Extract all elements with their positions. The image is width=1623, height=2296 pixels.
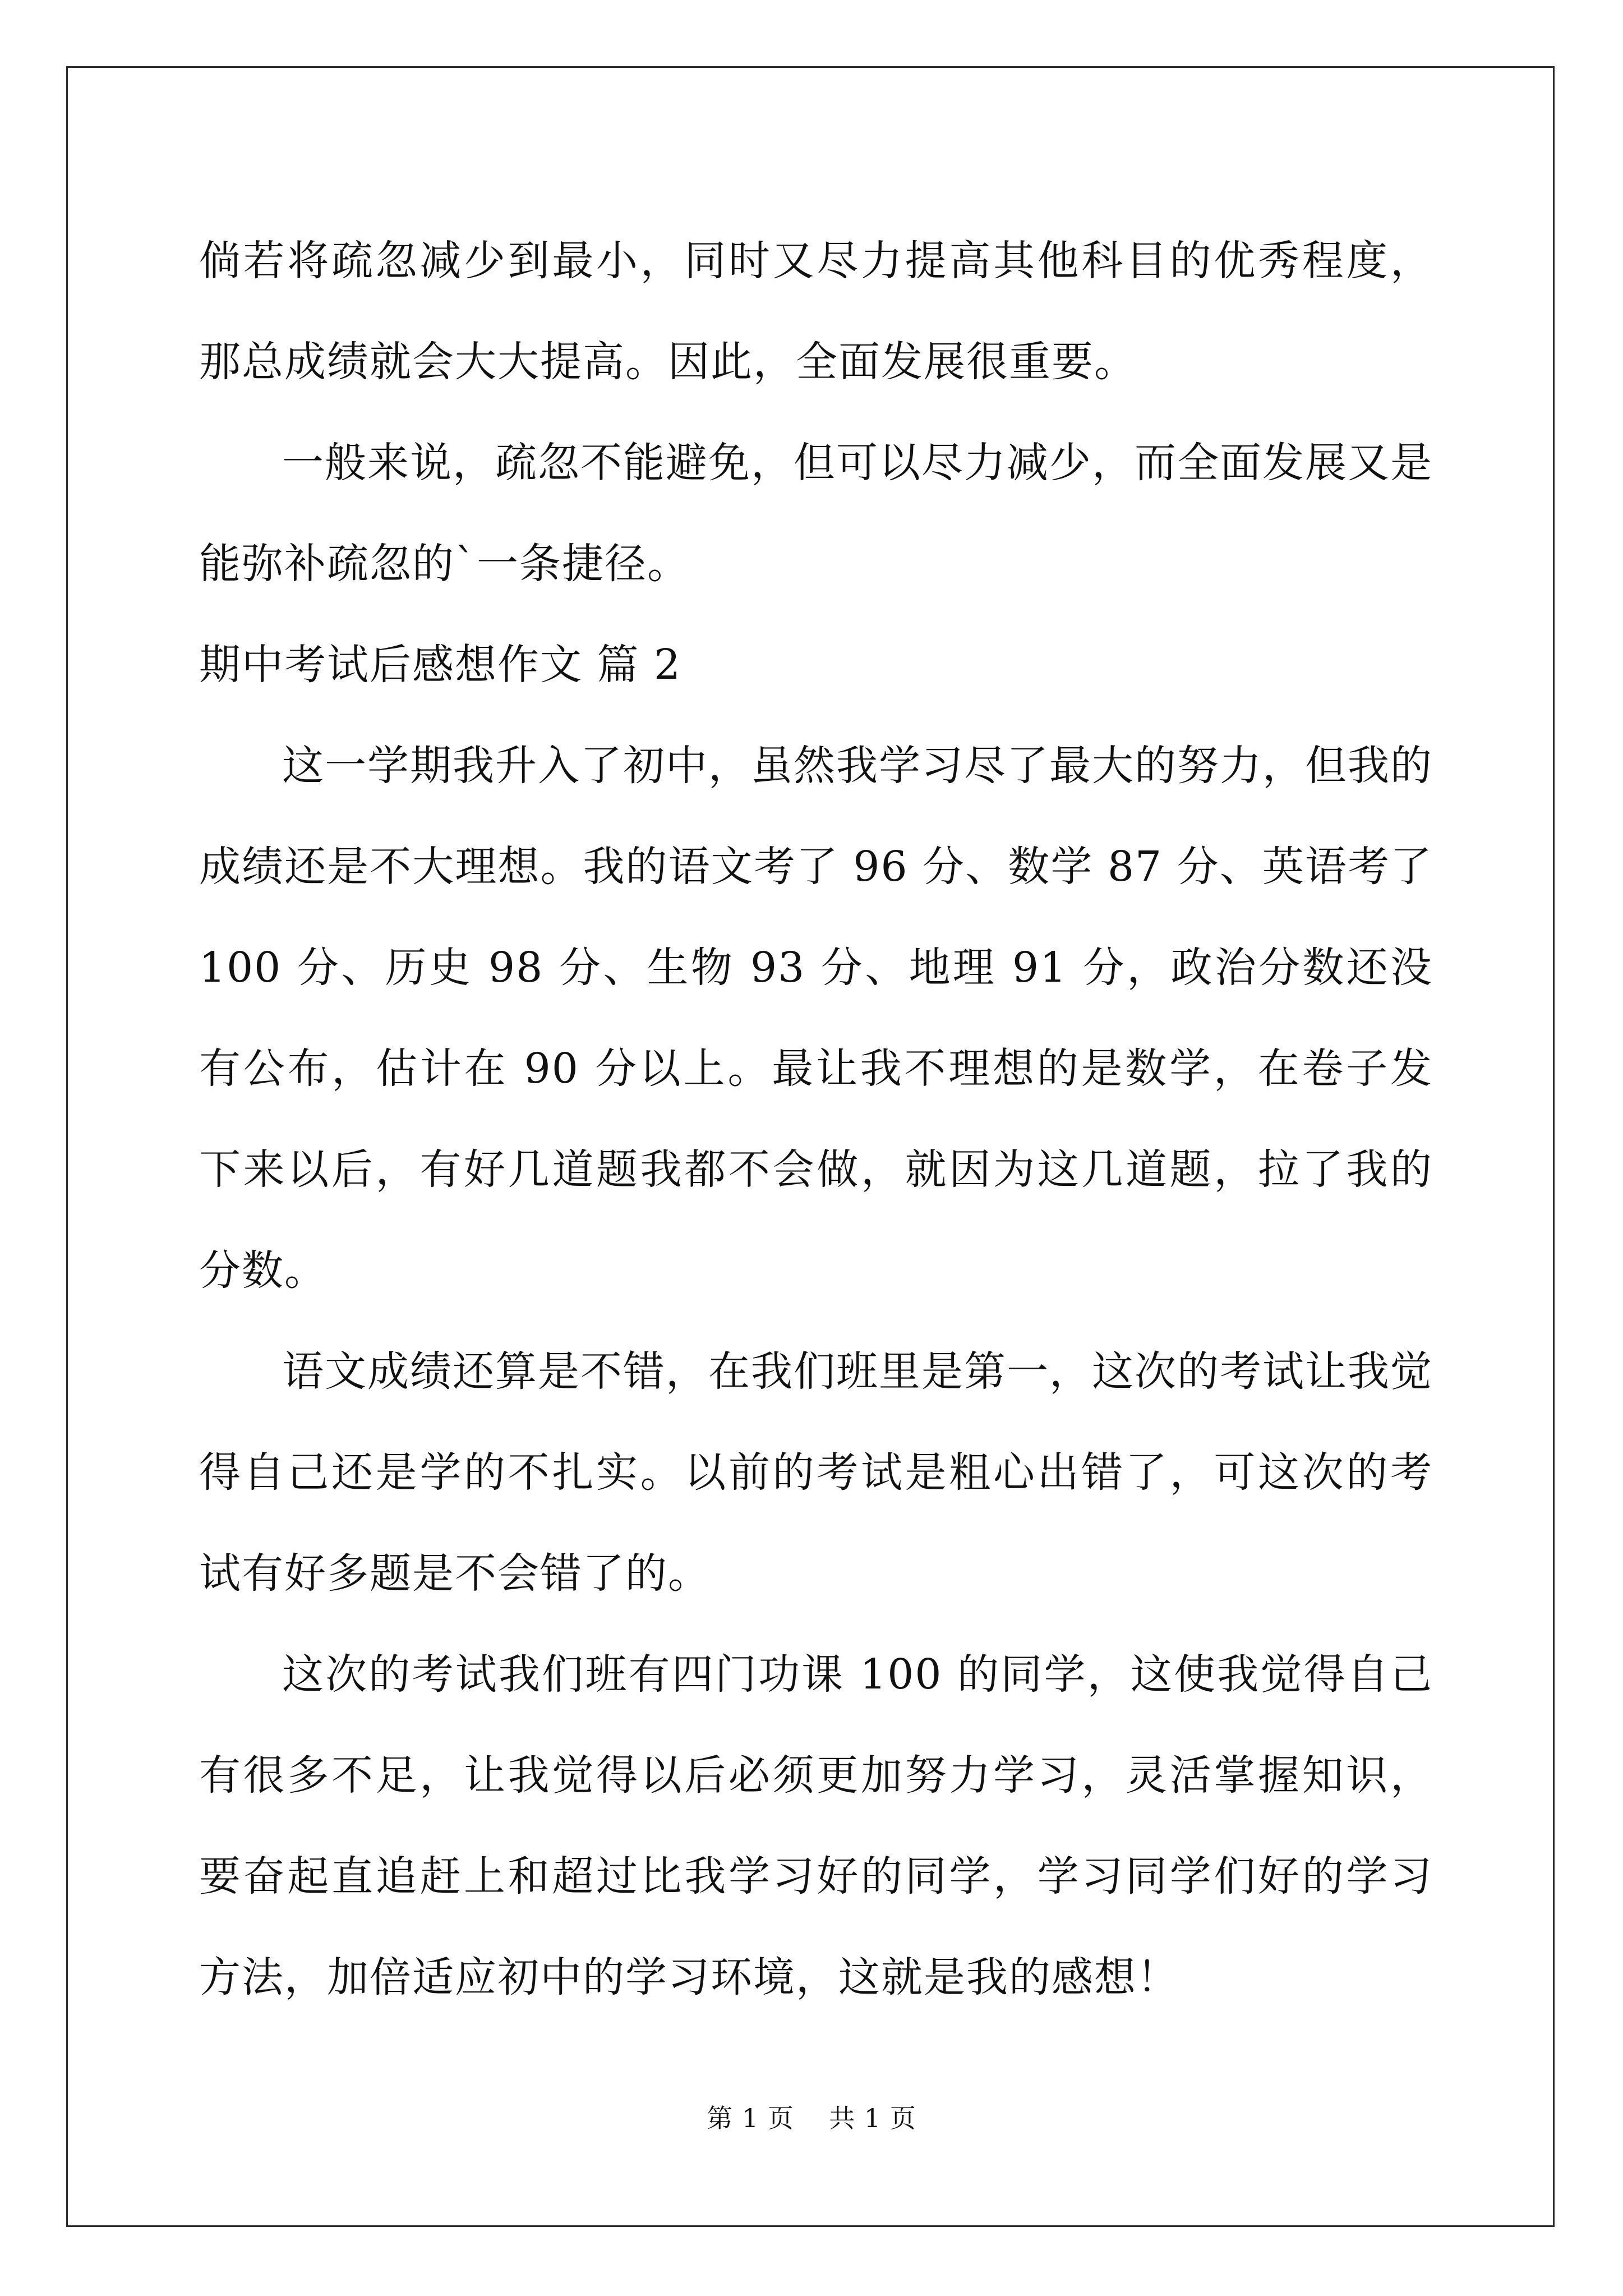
page-number-label: 第 1 页 共 1 页	[707, 2103, 916, 2133]
paragraph-1: 倘若将疏忽减少到最小，同时又尽力提高其他科目的优秀程度，那总成绩就会大大提高。因此，全面发展很重要。	[199, 237, 1433, 386]
paragraph-2: 一般来说，疏忽不能避免，但可以尽力减少，而全面发展又是能弥补疏忽的`一条捷径。	[199, 439, 1433, 588]
paragraph-4: 语文成绩还算是不错，在我们班里是第一，这次的考试让我觉得自己还是学的不扎实。以前的考试是粗心出错了，可这次的考试有好多题是不会错了的。	[199, 1347, 1433, 1598]
paragraph-3: 这一学期我升入了初中，虽然我学习尽了最大的努力，但我的成绩还是不大理想。我的语文考了 96 分、数学 87 分、英语考了 100 分、历史 98 分、生物 93 分、地理 91 分，政治分数还没有公布，估计在 90 分以上。最让我不理想的是数学，在卷子发下来以后，有好几道题我都不会做，就因为这几道题，拉了我的分数。	[199, 742, 1433, 1295]
document-body	[199, 210, 1433, 2028]
section-heading: 期中考试后感想作文 篇 2	[199, 641, 682, 689]
paragraph-5: 这次的考试我们班有四门功课 100 的同学，这使我觉得自己有很多不足，让我觉得以后必须更加努力学习，灵活掌握知识，要奋起直追赶上和超过比我学习好的同学，学习同学们好的学习方法，加倍适应初中的学习环境，这就是我的感想！	[199, 1650, 1433, 2001]
page-footer	[0, 2098, 1623, 2135]
